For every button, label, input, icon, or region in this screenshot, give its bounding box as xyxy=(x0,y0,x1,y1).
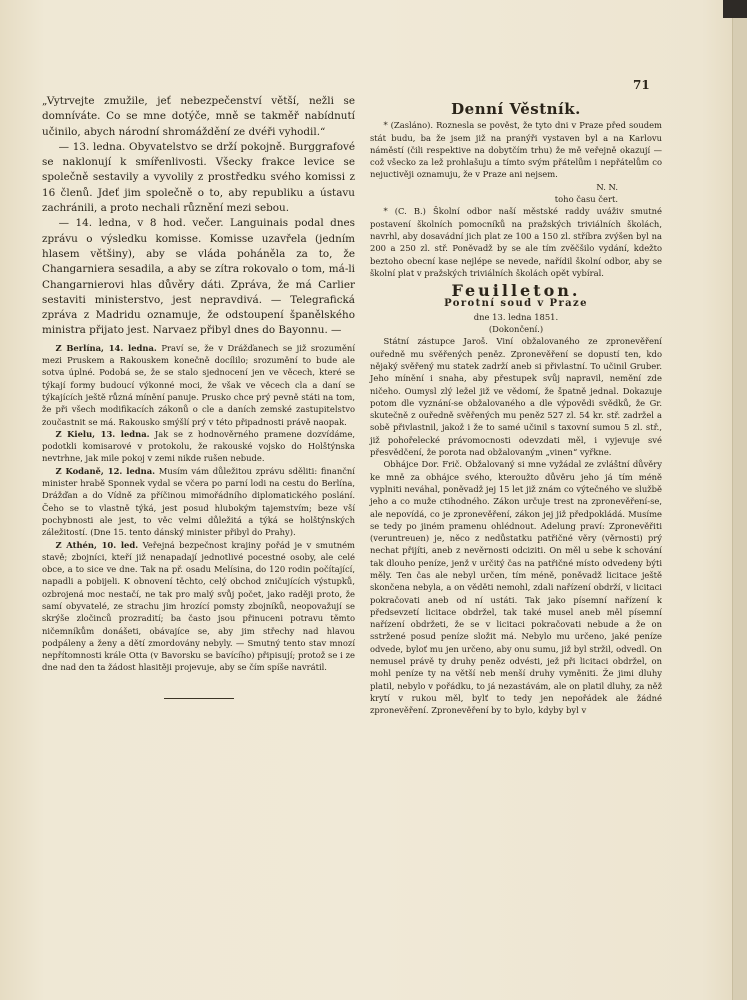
news-kiel: Z Kielu, 13. ledna. Jak se z hodnověrného pramene dozvídáme, podotkli komisarové v protokolu, že rakouské vojsko do Holštýnska nevtrhne, jak mile pokoj v zemi nikde rušen nebude. xyxy=(42,428,355,464)
news-athens: Z Athén, 10. led. Veřejná bezpečnost krajiny pořád je v smutném stavě; zbojníci, kteří již nenapadají jednotlivé pocestné osoby, ale celé obce, a to sice ve dne. Tak na př. osadu Melísina, do 120 rodin počítající, napadli a pobijeli. K obnovení těchto, celý obchod zničujících výstupků, ozbrojená moc nestačí, ne tak pro malý svůj počet, jako raději proto, že samí obyvatelé, ze strachu jim hrozící pomsty zbojníků, neopovažují se skrýše zločinců prozradití; ba často jsou přinuceni potravu těmto ničemníkům donášeti, obávajíce se, aby jim střechy nad hlavou podpáleny a ženy a dětí zmordovány nebyly. — Smutný tento stav mnozí nepřítomnosti krále Otta (v Bavorsku se bavícího) připisují; protož se i ze dne nad den ta žádost hlasitěji projevuje, aby se čím spíše navrátil. xyxy=(42,539,355,673)
article-date: dne 13. ledna 1851. xyxy=(473,311,559,322)
dateline-athens: Z Athén, 10. led. xyxy=(55,539,139,550)
dateline-kiel: Z Kielu, 13. ledna. xyxy=(55,428,150,439)
article-title: Porotní soud v Praze xyxy=(444,298,588,310)
news-berlin: Z Berlína, 14. ledna. Praví se, že v Drážďanech se již srozumění mezi Pruskem a Rakouskem konečně docílilo; srozumění to bude ale sotva úplné. Podobá se, že se stalo sjednocení jen ve věcech, které se týkají formy budoucí výkonné moci, že však ve věcech cla a daní se týkajících ještě různá mínění panuje. Prusko chce prý pevně státi na tom, že při všech modifikacích zákonů o cle a daních zemské zastupitelstvo zoučastnit se má. Rakousko smýšlí prý v této připadnosti právě naopak. xyxy=(42,342,355,427)
article-continuation: (Dokončení.) xyxy=(488,324,544,335)
paragraph-13-jan: — 13. ledna. Obyvatelstvo se drží pokojně. Burggrafové se naklonují k smířenlivosti. Všecky frakce levice se společně sestavily a vyvolily z prostředku svého komissi z 16 členů. Jdeť jim společně o to, aby republiku a ústavu zachránili, a proto nechali různění mezi sebou. xyxy=(42,140,355,215)
notice-signature: N. N. xyxy=(596,181,618,192)
section-heading-denni-vestnik: Denní Věstník. xyxy=(451,100,581,118)
section-heading-feuilleton: Feuilleton. xyxy=(451,281,581,301)
feuilleton-paragraph-1: Státní zástupce Jaroš. Viní obžalovaného ze zpronevěření ouředně mu svěřených peněz. Zpronevěření se dopustí ten, kdo nějaký svěřený mu statek zadrží aneb si přivlastní. To učinil Gruber. Jeho mínění i snaha, aby přestupek svůj napravil, nemění zde ničeho. Oumysl zlý ležel již ve vědomí, že špatně jednal. Dokazuje potom dle vyznání-se obžalovaného a dle výpovědi svědků, že Gr. skutečně z ouředně svěřených mu peněz 527 zl. 54 kr. stř. zadržel a sobě přivlastnil, jakož i že to samé učinil s taxovní sumou 5 zl. stř., již pohořelecké právomocnosti odevzdati měl, i vyjevuje své přesvědčení, že porota nad obžalovaným „vinen“ vyřkne. xyxy=(370,336,662,458)
notice-zaslano: * (Zasláno). Roznesla se pověst, že tyto dni v Praze před soudem stát budu, ba že jsem již na pranýři vystaven byl a na Karlovu náměstí (čili respektive na dobytčím trhu) že mě veřejně okazují — což všecko za lež prohlašuju a tímto svým přátelům i nepřátelům co nejuctivěji oznamuju, že v Praze ani nejsem. xyxy=(370,120,662,180)
notice-cb: * (C. B.) Školní odbor naší městské raddy uváživ smutné postavení školních pomocníků na pražských triviálních školách, navrhl, aby dosavádní jich plat ze 100 a 150 zl. stříbra zvýšen byl na 200 a 250 zl. stř. Poněvadž by se ale tím zvěčšilo vydání, kdežto beztoho obecní kase nejlépe se nevede, nařídil školní odbor, aby se školní plat v pražských triviálních školách opět vybíral. xyxy=(370,206,662,278)
right-column xyxy=(370,100,662,717)
page-edge xyxy=(732,0,747,1000)
politics-section xyxy=(42,94,355,339)
end-divider xyxy=(164,698,234,699)
dateline-kodane: Z Kodaně, 12. ledna. xyxy=(55,465,156,476)
paragraph-continued: „Vytrvejte zmužile, jeť nebezpečenství větší, nežli se domníváte. Co se mne dotýče, mně se takměř nabídnutí učinilo, abych národní shromáždění ze dvéři vyhodil.“ xyxy=(42,95,355,138)
page-number: 71 xyxy=(633,78,650,92)
scan-corner xyxy=(723,0,747,18)
foreign-news-section xyxy=(42,342,355,674)
feuilleton-paragraph-2: Obhájce Dor. Frič. Obžalovaný si mne vyžádal ze zvláštní důvěry ke mně za obhájce svého, kteroužto důvěru jeho já tím méně vyplniti neváhal, poněvadž jej 15 let již znám co výtečného ve službě jeho a co muže ctihodného. Zákon určuje trest na zpronevěření-se, ale nepovídá, co je zpronevěření, zákon jej již předpokládá. Musíme se tedy po jiném pramenu ohlédnout. Adelung praví: Zpronevěřiti (veruntreuen) je, něco z nedůstatku patřičné věry (věrnosti) prý nechat přijíti, aneb z nevěrnosti odciziti. On měl u sebe k schování tak dlouho peníze, jenž v určitý čas na patřičné místo odvedeny býti měly. Ten čas ale nebyl určen, tím méně, poněvadž licitace ještě skončena nebyla, a on věděti nemohl, zdali nařízení obdrží, v licitaci pokračovati aneb od ní ustáti. Tak jako písemní nařízení k předsevzetí licitace obdržel, tak také musel aneb měl písemní nařízení obdržeti, že se v licitaci pokračovati nebude a že on sstržené posud peníze složit má. Nebylo mu určeno, jaké peníze odvede, byloť mu jen určeno, aby onu sumu, již byl stržil, odvedl. On nemusel právě ty druhy peněz odvésti, jež při licitaci obdržel, on mohl peníze ty na větší neb menší druhy vyměniti. Že jimi dluhy platil, nebylo v pořádku, to já nezastávám, ale on platil dluhy, za něž krytí v rukou měl, bylť to tedy jen nepořádek ale žádné zpronevěření. Zpronevěření by to bylo, kdyby byl v xyxy=(370,459,662,716)
paragraph-14-jan: — 14. ledna, v 8 hod. večer. Languinais podal dnes zprávu o výsledku komisse. Komisse uzavřela (jedním hlasem většiny), aby se vláda poháněla za to, že Changarniera sesadila, a aby se zítra rokovalo o tom, má-li Changarnierovi hlas důvěry dáti. Zpráva, že má Carlier sestaviti ministerstvo, jest nepravdivá. — Telegrafická zpráva z Madridu oznamuje, že odstoupení španělského ministra přijato jest. Narvaez přibyl dnes do Bayonnu. — xyxy=(42,217,355,337)
news-kodane: Z Kodaně, 12. ledna. Musím vám důležitou zprávu sděliti: finanční minister hrabě Sponnek vydal se včera po parní lodi na cestu do Berlína, Drážďan a do Vídně za příčinou mimořádního diplomatického poslání. Čeho se to vlastně týká, jest posud hlubokým tajemstvím; beze vší pochybnosti ale jest, to věc velmi důležitá a týká se holštýnských záležitostí. (Dne 15. tento dánský minister přibyl do Prahy). xyxy=(42,465,355,538)
left-column xyxy=(42,94,355,699)
dateline-berlin: Z Berlína, 14. ledna. xyxy=(55,342,157,353)
notice-signature-2: toho času čert. xyxy=(554,194,618,205)
